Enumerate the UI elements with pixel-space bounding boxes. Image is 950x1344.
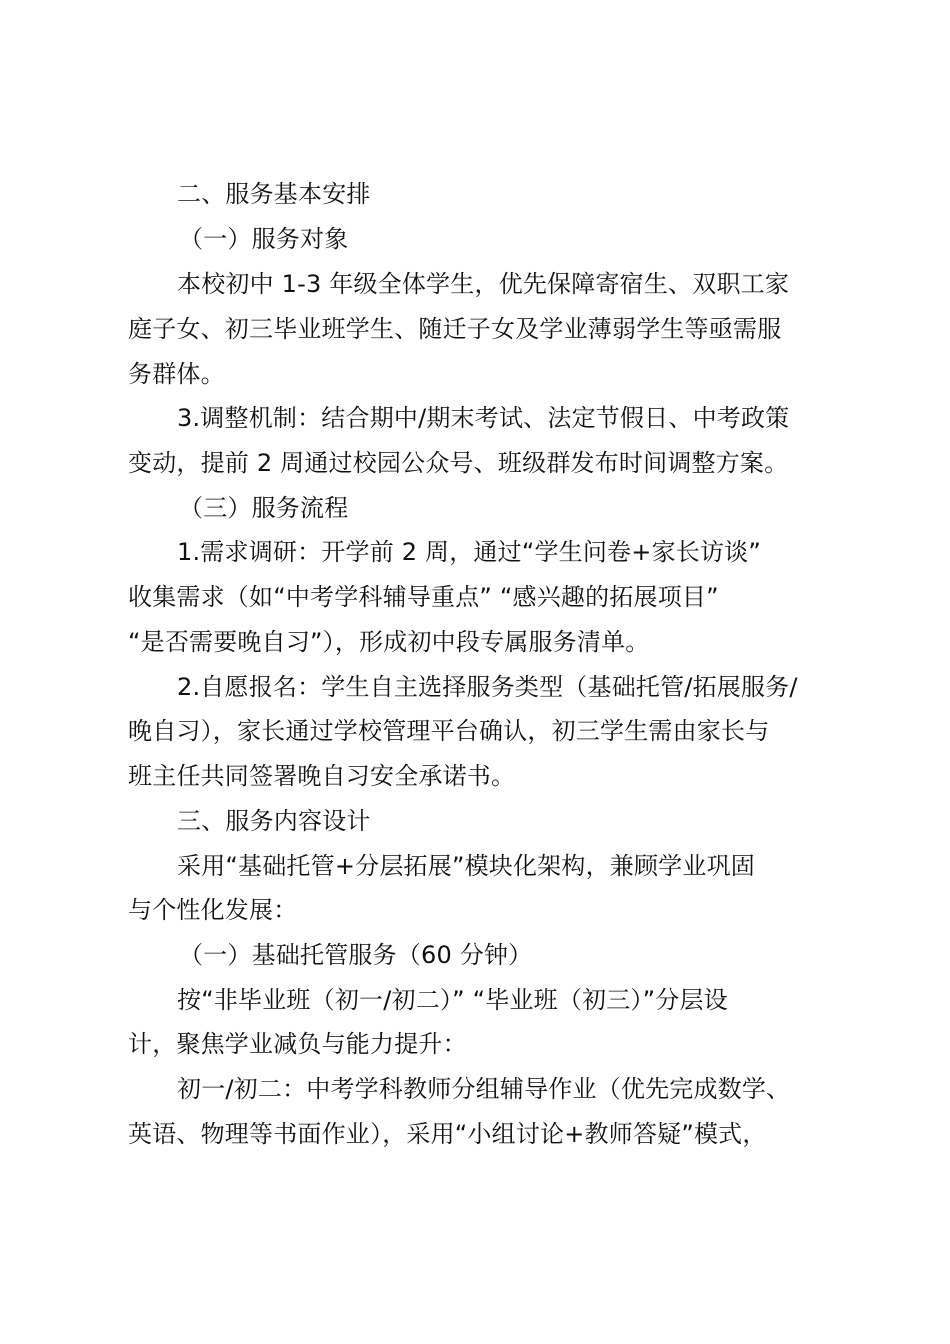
paragraph-line: 按“非毕业班（初一/初二）” “毕业班（初三）”分层设 [177,986,728,1014]
section-heading-2: 二、服务基本安排 [177,180,371,208]
paragraph-line: 收集需求（如“中考学科辅导重点” “感兴趣的拓展项目” [128,583,719,611]
paragraph-line: 初一/初二：中考学科教师分组辅导作业（优先完成数学、 [177,1075,791,1103]
paragraph-line: 变动，提前 2 周通过校园公众号、班级群发布时间调整方案。 [128,449,789,477]
paragraph-line: 采用“基础托管+分层拓展”模块化架构，兼顾学业巩固 [177,852,755,880]
paragraph-line: 务群体。 [128,360,225,388]
subsection-heading-basic-care: （一）基础托管服务（60 分钟） [179,941,533,969]
paragraph-line: 英语、物理等书面作业），采用“小组讨论+教师答疑”模式， [128,1120,767,1148]
paragraph-line: 班主任共同签署晚自习安全承诺书。 [128,762,516,790]
paragraph-line: “是否需要晚自习”），形成初中段专属服务清单。 [128,628,650,656]
paragraph-line: 2.自愿报名：学生自主选择服务类型（基础托管/拓展服务/ [177,673,798,701]
paragraph-line: 1.需求调研：开学前 2 周，通过“学生问卷+家长访谈” [177,538,762,566]
paragraph-line: 本校初中 1-3 年级全体学生，优先保障寄宿生、双职工家 [177,270,790,298]
paragraph-line: 3.调整机制：结合期中/期末考试、法定节假日、中考政策 [177,404,790,432]
paragraph-line: 庭子女、初三毕业班学生、随迁子女及学业薄弱学生等亟需服 [128,315,782,343]
section-heading-3: 三、服务内容设计 [177,807,371,835]
paragraph-line: 与个性化发展： [128,896,298,924]
subsection-heading-service-process: （三）服务流程 [179,494,349,522]
paragraph-line: 计，聚焦学业减负与能力提升： [128,1030,467,1058]
paragraph-line: 晚自习），家长通过学校管理平台确认，初三学生需由家长与 [128,717,770,745]
subsection-heading-service-target: （一）服务对象 [179,225,349,253]
